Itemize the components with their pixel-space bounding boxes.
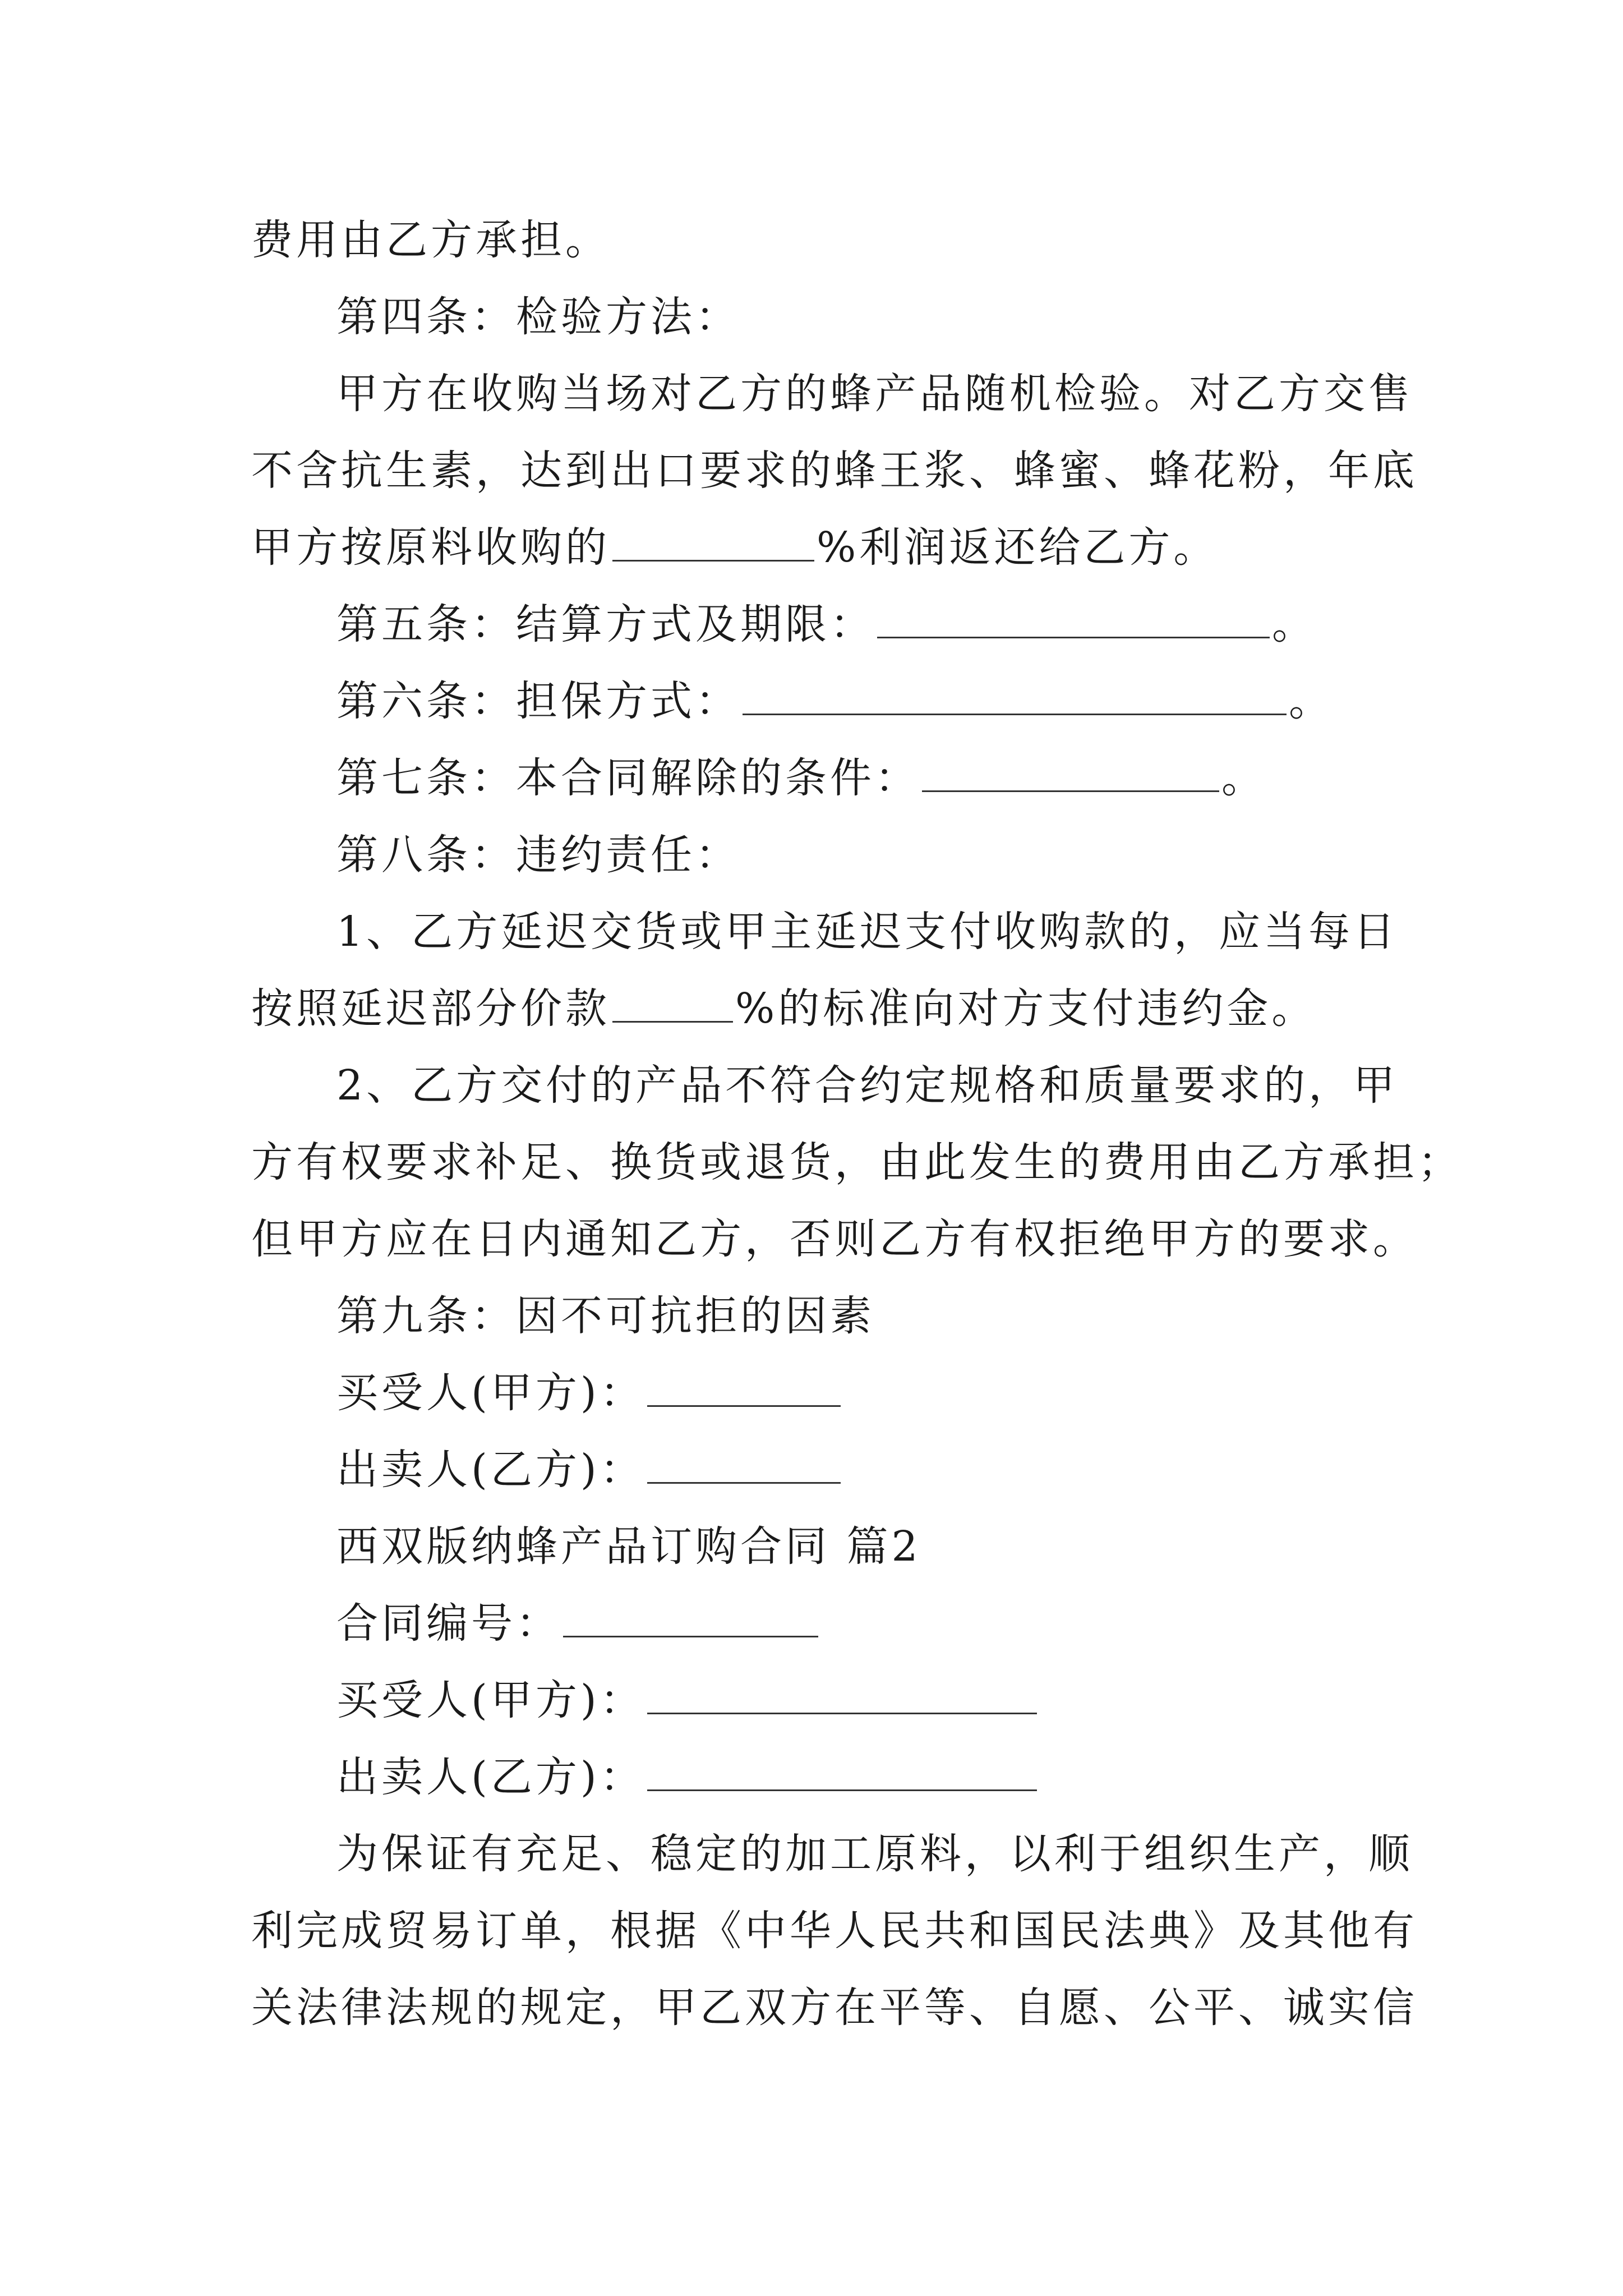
- article-heading: 第四条：检验方法：: [336, 293, 740, 341]
- text-line: 方有权要求补足、换货或退货，由此发生的费用由乙方承担；: [251, 1138, 1463, 1186]
- fill-in-blank: [877, 605, 1270, 638]
- text-line: 不含抗生素，达到出口要求的蜂王浆、蜂蜜、蜂花粉，年底: [251, 447, 1418, 495]
- section-title: 西双版纳蜂产品订购合同 篇2: [336, 1522, 921, 1571]
- signature-line: 出卖人(乙方)：: [251, 1739, 1384, 1816]
- fill-in-blank: [647, 1758, 1037, 1791]
- text-line: 按照延迟部分价款 %的标准向对方支付违约金。: [251, 984, 1317, 1033]
- article-heading: 第七条：本合同解除的条件： 。: [336, 754, 1266, 802]
- signature-line: 出卖人(乙方)：: [251, 1432, 1384, 1508]
- article-heading: 第五条：结算方式及期限： 。: [336, 600, 1317, 648]
- text-line: 1、乙方延迟交货或甲主延迟支付收购款的，应当每日: [336, 908, 1399, 956]
- signature-line: 买受人(甲方)：: [251, 1662, 1384, 1739]
- fill-in-blank: [743, 682, 1287, 715]
- text-line: 为保证有充足、稳定的加工原料，以利于组织生产，顺: [336, 1830, 1413, 1878]
- fill-in-blank: [647, 1681, 1037, 1714]
- article-heading: 第八条：违约责任：: [336, 831, 740, 879]
- fill-in-blank: [612, 528, 814, 562]
- fill-in-blank: [647, 1451, 841, 1484]
- text-line: 甲方按原料收购的 %利润返还给乙方。: [251, 523, 1219, 572]
- document-page: [251, 202, 1463, 2046]
- fill-in-blank: [647, 1374, 841, 1407]
- text-line: 2、乙方交付的产品不符合约定规格和质量要求的，甲: [336, 1061, 1399, 1110]
- text-line: 利完成贸易订单，根据《中华人民共和国民法典》及其他有: [251, 1907, 1418, 1955]
- contract-number-line: 合同编号：: [251, 1585, 1384, 1662]
- text-line: 甲方在收购当场对乙方的蜂产品随机检验。对乙方交售: [336, 370, 1413, 418]
- article-heading: 第九条：因不可抗拒的因素: [336, 1292, 875, 1340]
- signature-line: 买受人(甲方)：: [251, 1355, 1384, 1432]
- text-line: 费用由乙方承担。: [251, 216, 610, 264]
- fill-in-blank: [563, 1604, 818, 1637]
- text-line: 但甲方应在日内通知乙方，否则乙方有权拒绝甲方的要求。: [251, 1215, 1418, 1263]
- article-heading: 第六条：担保方式： 。: [336, 677, 1334, 725]
- fill-in-blank: [922, 759, 1219, 792]
- fill-in-blank: [612, 990, 733, 1023]
- text-line: 关法律法规的规定，甲乙双方在平等、自愿、公平、诚实信: [251, 1984, 1418, 2032]
